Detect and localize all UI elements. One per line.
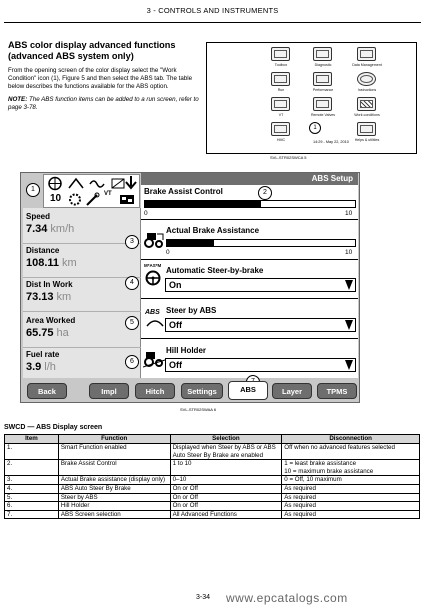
cell-selection: All Advanced Functions [170, 510, 282, 519]
actual-brake-fill [167, 240, 214, 246]
vt-label: VT [104, 191, 112, 197]
figure-5-timestamp: 14:29 - May 22, 2010 [313, 140, 349, 144]
steer-by-brake-value: On [169, 280, 182, 290]
metric-unit: km [62, 257, 77, 269]
metric-divider [23, 311, 141, 312]
icon-label-remote-valves: Remote Valves [310, 113, 336, 117]
hill-holder-title: Hill Holder [166, 346, 207, 355]
steer-by-abs-value: Off [169, 320, 182, 330]
metric-speed [26, 212, 74, 235]
figure-5-icon-grid [265, 47, 401, 143]
icon-counter: 10 [50, 193, 62, 204]
instructions-icon [357, 72, 376, 86]
cell-function: Steer by ABS [58, 493, 170, 502]
chevron-down-icon [345, 320, 353, 330]
metric-distance [26, 246, 77, 269]
metric-label: Distance [26, 246, 60, 255]
metric-value: 3.9 [26, 361, 42, 373]
cell-selection: On or Off [170, 493, 282, 502]
icon-label-run: Run [277, 88, 285, 92]
metric-label: Fuel rate [26, 350, 60, 359]
steer-by-brake-select[interactable] [165, 278, 356, 292]
metric-unit: km/h [50, 223, 75, 235]
cell-item: 1. [5, 444, 59, 460]
cell-item: 3. [5, 476, 59, 485]
steer-by-abs-select[interactable] [165, 318, 356, 332]
chevron-down-icon [345, 280, 353, 290]
icon-label-toolbox: Toolbox [274, 63, 288, 67]
cell-selection: 1 to 10 [170, 460, 282, 476]
flag-icon [118, 192, 136, 207]
tab-tpms[interactable]: TPMS [317, 383, 357, 399]
icon-label-work-conditions: Work conditions [354, 113, 380, 117]
tab-hitch[interactable]: Hitch [135, 383, 175, 399]
metric-divider [23, 347, 141, 348]
status-icon-strip [43, 174, 140, 208]
table-header-row [5, 435, 420, 444]
intro-paragraph: From the opening screen of the color display select the "Work Condition" icon (1), Figure 5 and then select the ABS tab. The table below describes the functions available for the ABS option. [8, 67, 193, 90]
cell-item: 7. [5, 510, 59, 519]
screen-title: ABS Setup [311, 174, 353, 183]
row-divider [141, 298, 358, 299]
section-heading: ABS color display advanced functions (advanced ABS system only) [8, 40, 176, 61]
cell-disconnection: As required [282, 502, 420, 511]
cell-disconnection: 1 = least brake assistance 10 = maximum brake assistance [282, 460, 420, 476]
cell-selection: 0–10 [170, 476, 282, 485]
gear-icon [66, 192, 84, 207]
icon-label-data-management: Data Management [352, 63, 382, 67]
tab-abs[interactable]: ABS [228, 381, 268, 400]
work-conditions-icon [357, 97, 376, 111]
metric-unit: l/h [44, 361, 56, 373]
table-caption: SWCD — ABS Display screen [4, 424, 103, 431]
tab-back[interactable]: Back [27, 383, 67, 399]
hmc-icon [271, 122, 290, 136]
hill-holder-select[interactable] [165, 358, 356, 372]
cell-item: 5. [5, 493, 59, 502]
steering-wheel-icon [145, 270, 161, 286]
cell-selection: On or Off [170, 502, 282, 511]
icon-label-helps-utilities: Helps & utilities [354, 138, 380, 142]
note-label: NOTE: [8, 96, 28, 103]
watermark: www.epcatalogs.com [226, 591, 348, 605]
callout-4: 4 [125, 276, 139, 290]
metric-label: Dist In Work [26, 280, 73, 289]
cell-disconnection: 0 = Off, 10 maximum [282, 476, 420, 485]
cell-disconnection: As required [282, 484, 420, 493]
column-header-item: Item [5, 435, 59, 444]
steer-by-brake-title: Automatic Steer-by-brake [166, 266, 264, 275]
cell-selection: On or Off [170, 484, 282, 493]
vt-icon [271, 97, 290, 111]
steer-by-abs-title: Steer by ABS [166, 306, 217, 315]
row-divider [141, 338, 358, 339]
icon-label-diagnostic: Diagnostic [314, 63, 332, 67]
actual-brake-max: 10 [345, 249, 353, 256]
metric-unit: km [56, 291, 72, 303]
arrow-down-icon [123, 175, 139, 190]
tab-bar [23, 381, 358, 401]
cell-function: Brake Assist Control [58, 460, 170, 476]
column-header-function: Function [58, 435, 170, 444]
steer-brake-icon-text: M*AS*M [144, 263, 162, 268]
icon-label-instructions: Instructions [357, 88, 377, 92]
callout-6: 6 [125, 355, 139, 369]
steering-icon [67, 176, 85, 191]
table-row [5, 493, 420, 502]
brake-assist-max: 10 [345, 210, 353, 217]
cell-disconnection: Off when no advanced features selected [282, 444, 420, 460]
run-icon [271, 72, 290, 86]
metric-value: 65.75 [26, 327, 54, 339]
cell-function: Smart Function enabled [58, 444, 170, 460]
note-text: The ABS function items can be added to a run screen, refer to page 3-78. [8, 96, 199, 111]
column-header-selection: Selection [170, 435, 282, 444]
cell-item: 2. [5, 460, 59, 476]
callout-3: 3 [125, 235, 139, 249]
data-management-icon [357, 47, 376, 61]
cell-disconnection: As required [282, 510, 420, 519]
screen-title-bar [141, 173, 358, 185]
brake-assist-fill [145, 201, 261, 207]
performance-icon [313, 72, 332, 86]
intro-note [8, 96, 206, 112]
figure-5-caption: SVL-STR02SWCA 5 [270, 155, 307, 160]
remote-valves-icon [313, 97, 332, 111]
row-divider [141, 219, 358, 220]
metric-area-worked [26, 316, 75, 339]
tab-layer[interactable]: Layer [272, 383, 312, 399]
cell-disconnection: As required [282, 493, 420, 502]
cell-function: Hill Holder [58, 502, 170, 511]
icon-label-performance: Performance [312, 88, 334, 92]
table-row [5, 484, 420, 493]
table-row [5, 476, 420, 485]
chevron-down-icon [345, 360, 353, 370]
abs-curve-icon [146, 318, 164, 328]
metric-divider [23, 277, 141, 278]
page-header: 3 - CONTROLS AND INSTRUMENTS [146, 6, 279, 15]
brake-assist-min: 0 [144, 210, 148, 217]
toolbox-icon [271, 47, 290, 61]
table-row [5, 502, 420, 511]
tractor-icon [46, 176, 64, 191]
figure-6-caption: SVL-STR02SWAA 6 [180, 407, 217, 412]
callout-1: 1 [26, 183, 40, 197]
intro-section [8, 40, 206, 112]
metric-value: 7.34 [26, 223, 48, 235]
abs-function-table [4, 434, 420, 519]
metric-label: Speed [26, 212, 51, 221]
column-header-disconnection: Disconnection [282, 435, 420, 444]
brake-assist-title: Brake Assist Control [144, 187, 223, 196]
metric-label: Area Worked [26, 316, 76, 325]
actual-brake-title: Actual Brake Assistance [166, 226, 260, 235]
metric-divider [23, 243, 141, 244]
figure-5-screen [206, 42, 417, 154]
callout-5: 5 [125, 316, 139, 330]
cell-function: Actual Brake assistance (display only) [58, 476, 170, 485]
metric-unit: ha [56, 327, 69, 339]
row-divider [141, 259, 358, 260]
callout-2: 2 [258, 186, 272, 200]
metric-value: 73.13 [26, 291, 54, 303]
actual-brake-min: 0 [166, 249, 170, 256]
tractor-brake-icon [143, 230, 165, 248]
table-row [5, 510, 420, 519]
brake-assist-bar[interactable] [144, 200, 356, 208]
cell-selection: Displayed when Steer by ABS or ABS Auto Steer By Brake are enabled [170, 444, 282, 460]
diagnostic-icon [313, 47, 332, 61]
icon-label-hmc: HMC [276, 138, 286, 142]
helps-utilities-icon [357, 122, 376, 136]
cell-function: ABS Auto Steer By Brake [58, 484, 170, 493]
cell-item: 6. [5, 502, 59, 511]
abs-icon-text: ABS [145, 309, 160, 316]
table-row [5, 460, 420, 476]
figure-5-callout: 1 [309, 122, 321, 134]
metric-fuel-rate [26, 350, 59, 373]
rope-icon [88, 176, 106, 191]
cell-function: ABS Screen selection [58, 510, 170, 519]
cell-item: 4. [5, 484, 59, 493]
hill-holder-icon [143, 350, 165, 368]
metric-value: 108.11 [26, 257, 60, 269]
actual-brake-bar [166, 239, 356, 247]
hill-holder-value: Off [169, 360, 182, 370]
tab-impl[interactable]: Impl [89, 383, 129, 399]
icon-label-vt: VT [278, 113, 284, 117]
wrench-icon [84, 192, 102, 207]
metric-dist-in-work [26, 280, 73, 303]
table-row [5, 444, 420, 460]
page-number: 3-34 [196, 594, 211, 601]
header-rule [4, 22, 421, 23]
tab-settings[interactable]: Settings [181, 383, 223, 399]
